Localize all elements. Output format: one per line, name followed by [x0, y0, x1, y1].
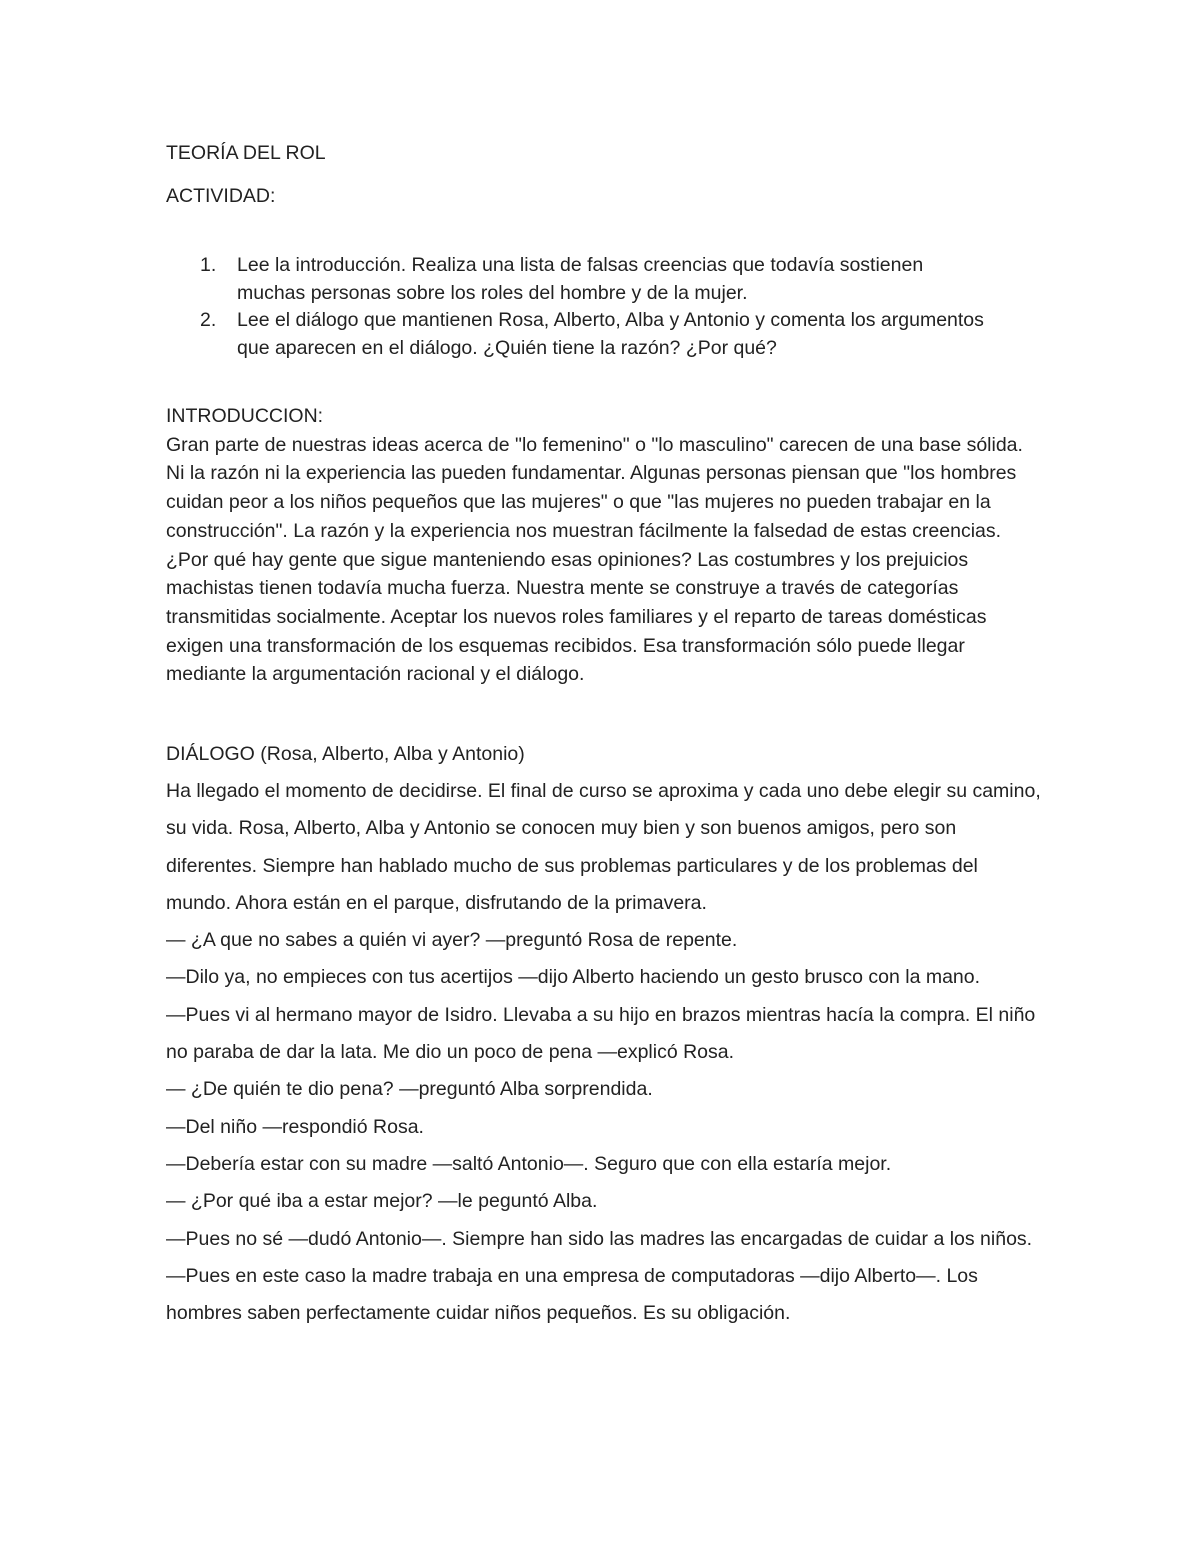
- dialog-paragraph: Ha llegado el momento de decidirse. El final de curso se aproxima y cada uno debe elegir su camino, su vida. Rosa, Alberto, Alba y Antonio se conocen muy bien y son buenos amigos, pero son diferentes. Siempre han hablado mucho de sus problemas particulares y de los problemas del mundo. Ahora están en el parque, disfrutando de la primavera.: [166, 780, 1041, 914]
- dialog-line: —Pues no sé —dudó Antonio—. Siempre han sido las madres las encargadas de cuidar a los niños.: [166, 1227, 1033, 1250]
- dialog-heading: DIÁLOGO (Rosa, Alberto, Alba y Antonio): [166, 743, 525, 765]
- activity-label: ACTIVIDAD:: [166, 185, 276, 207]
- introduction-heading: INTRODUCCION:: [166, 405, 324, 427]
- dialog-line: —Pues vi al hermano mayor de Isidro. Llevaba a su hijo en brazos mientras hacía la compra. El niño no paraba de dar la lata. Me dio un poco de pena —explicó Rosa.: [166, 1003, 1036, 1064]
- dialog-line: — ¿A que no sabes a quién vi ayer? —preguntó Rosa de repente.: [166, 929, 738, 952]
- dialog-section: [166, 773, 1046, 1332]
- dialog-line: —Pues en este caso la madre trabaja en una empresa de computadoras —dijo Alberto—. Los hombres saben perfectamente cuidar niños pequeños. Es su obligación.: [166, 1264, 978, 1325]
- dialog-line: — ¿Por qué iba a estar mejor? —le peguntó Alba.: [166, 1190, 598, 1213]
- introduction-paragraph: Gran parte de nuestras ideas acerca de "lo femenino" o "lo masculino" carecen de una base sólida. Ni la razón ni la experiencia las pueden fundamentar. Algunas personas piensan que "los hombres cuidan peor a los niños pequeños que las mujeres" o que "las mujeres no pueden trabajar en la construcción". La razón y la experiencia nos muestran fácilmente la falsedad de estas creencias.: [166, 433, 1023, 542]
- introduction-paragraph: ¿Por qué hay gente que sigue manteniendo esas opiniones? Las costumbres y los prejuicios machistas tienen todavía mucha fuerza. Nuestra mente se construye a través de categorías transmitidas socialmente. Aceptar los nuevos roles familiares y el reparto de tareas domésticas exigen una transformación de los esquemas recibidos. Esa transformación sólo puede llegar mediante la argumentación racional y el diálogo.: [166, 548, 987, 686]
- list-item: [166, 252, 986, 307]
- document-title: TEORÍA DEL ROL: [166, 142, 326, 164]
- list-item-number: 1.: [200, 254, 217, 276]
- list-item: [166, 307, 986, 362]
- dialog-line: —Del niño —respondió Rosa.: [166, 1115, 424, 1138]
- dialog-line: — ¿De quién te dio pena? —preguntó Alba sorprendida.: [166, 1078, 653, 1101]
- list-item-number: 2.: [200, 309, 217, 331]
- dialog-line: —Dilo ya, no empieces con tus acertijos —dijo Alberto haciendo un gesto brusco con la mano.: [166, 966, 981, 989]
- list-item-text: Lee el diálogo que mantienen Rosa, Alberto, Alba y Antonio y comenta los argumentos que aparecen en el diálogo. ¿Quién tiene la razón? ¿Por qué?: [237, 309, 984, 359]
- task-list: [166, 252, 986, 362]
- list-item-text: Lee la introducción. Realiza una lista de falsas creencias que todavía sostienen muchas personas sobre los roles del hombre y de la mujer.: [237, 254, 924, 304]
- introduction-section: [166, 402, 1041, 689]
- dialog-line: —Debería estar con su madre —saltó Antonio—. Seguro que con ella estaría mejor.: [166, 1152, 892, 1175]
